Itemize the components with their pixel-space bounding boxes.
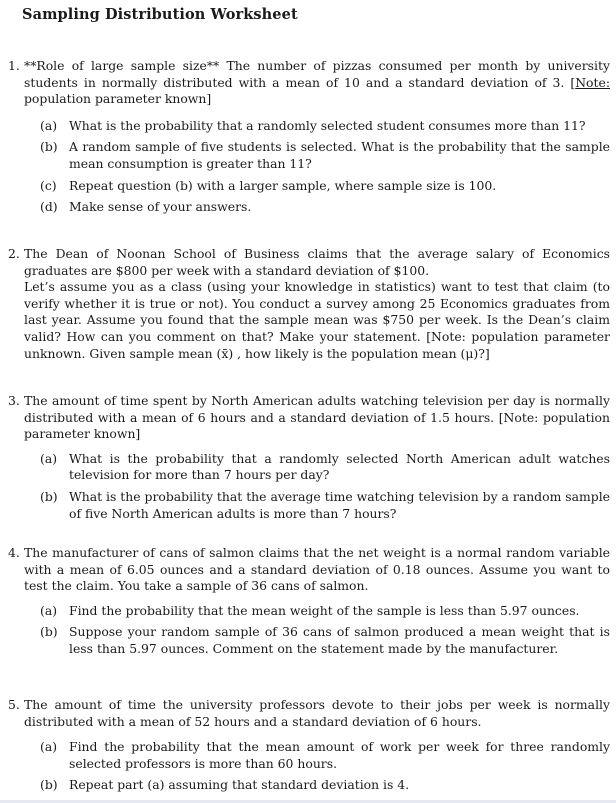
question-text: The manufacturer of cans of salmon claims that the net weight is a normal random variable with a mean of 6.05 ounces and a standard deviation of 0.18 ounces. Assume you want to test the claim. You take a sample of 36 cans of salmon. [24, 545, 610, 594]
question-parts [40, 118, 610, 216]
question-1 [8, 58, 610, 221]
question-number: 4. [8, 545, 20, 560]
question-text: **Role of large sample size** The number of pizzas consumed per month by university students in normally distributed with a mean of 10 and a standard deviation of 3. [Note: population parameter known] [24, 58, 610, 107]
question-text: The amount of time the university professors devote to their jobs per week is normally distributed with a mean of 52 hours and a standard deviation of 6 hours. [24, 697, 610, 729]
question-text: Let’s assume you as a class (using your knowledge in statistics) want to test that claim (to verify whether it is true or not). You conduct a survey among 25 Economics graduates from last year. Assume you found that the sample mean was $750 per week. Is the Dean’s claim valid? How can you comment on that? Make your statement. [Note: population parameter unknown. Given sample mean (x̄) , how likely is the population mean (μ)?] [24, 279, 610, 361]
question-text: The amount of time spent by North American adults watching television per day is normally distributed with a mean of 6 hours and a standard deviation of 1.5 hours. [Note: population parameter known] [24, 393, 610, 442]
question-parts [40, 739, 610, 794]
question-part: (c) Repeat question (b) with a larger sample, where sample size is 100. [40, 177, 497, 193]
question-parts [40, 451, 610, 522]
question-number: 3. [8, 393, 20, 408]
question-parts [40, 603, 610, 658]
question-part: (a) What is the probability that a randomly selected North American adult watches television for more than 7 hours per day? [40, 450, 610, 483]
question-number: 5. [8, 697, 20, 712]
note-label: Note: [575, 74, 610, 90]
question-text: The Dean of Noonan School of Business claims that the average salary of Economics graduates are $800 per week with a standard deviation of $100. [24, 246, 610, 278]
page-title: Sampling Distribution Worksheet [22, 6, 298, 23]
question-part: (b) Suppose your random sample of 36 cans of salmon produced a mean weight that is less than 5.97 ounces. Comment on the statement made by the manufacturer. [40, 624, 610, 656]
question-number: 1. [8, 58, 20, 73]
question-3 [8, 393, 610, 527]
question-4 [8, 545, 610, 663]
question-part: (a) Find the probability that the mean amount of work per week for three randomly selected professors is more than 60 hours. [40, 739, 610, 771]
question-part: (a) What is the probability that a randomly selected student consumes more than 11? [40, 117, 586, 133]
question-part: (a) Find the probability that the mean weight of the sample is less than 5.97 ounces. [40, 602, 580, 618]
question-part: (d) Make sense of your answers. [40, 199, 252, 215]
question-part: (b) Repeat part (a) assuming that standard deviation is 4. [40, 777, 410, 793]
question-part: (b) A random sample of five students is selected. What is the probability that the sample mean consumption is greater than 11? [40, 139, 610, 171]
question-2 [8, 246, 610, 362]
question-number: 2. [8, 246, 20, 261]
question-part: (b) What is the probability that the average time watching television by a random sample of five North American adults is more than 7 hours? [40, 488, 610, 521]
question-5 [8, 697, 610, 799]
